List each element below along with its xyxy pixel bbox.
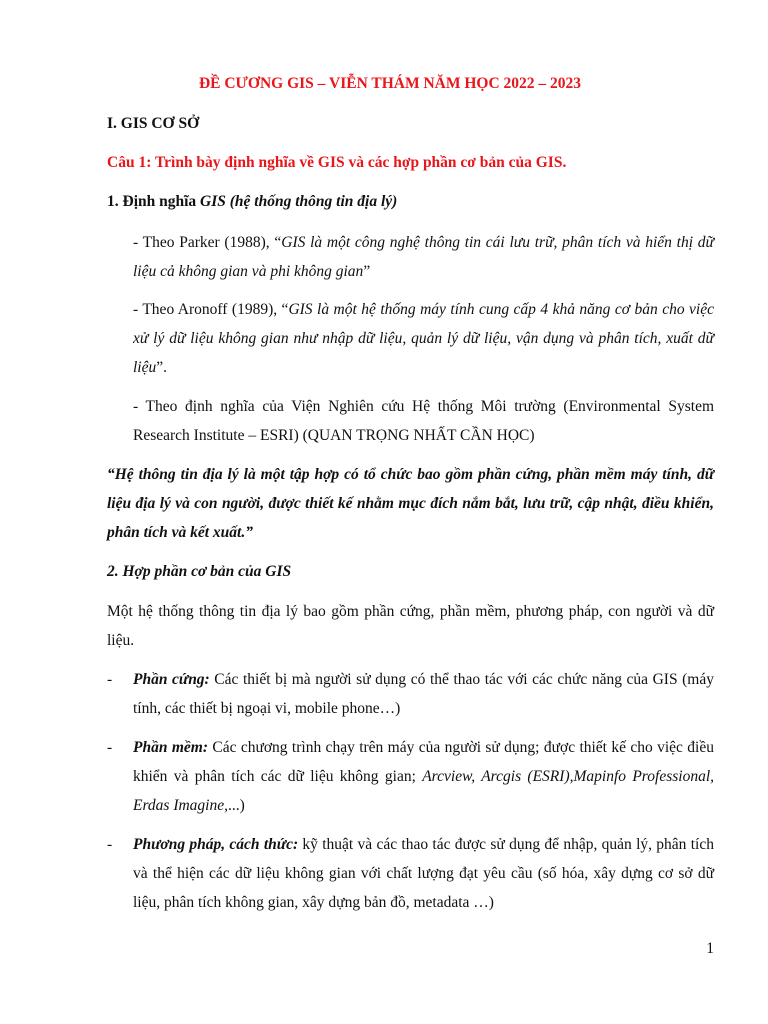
bullet-text: Các chương trình chạy trên máy của người sử dụng; được thiết kế cho việc điều khiển và phân tích các dữ liệu không gian; [133, 739, 714, 785]
bullet-hardware [133, 665, 714, 723]
question-heading: Câu 1: Trình bày định nghĩa về GIS và các hợp phần cơ bản của GIS. [107, 154, 567, 171]
definition-heading-italic: GIS (hệ thống thông tin địa lý) [200, 193, 398, 210]
bullet-term: Phần mềm: [133, 739, 208, 756]
document-title: ĐỀ CƯƠNG GIS – VIỄN THÁM NĂM HỌC 2022 – 2023 [198, 75, 582, 92]
components-intro: Một hệ thống thông tin địa lý bao gồm phần cứng, phần mềm, phương pháp, con người và dữ liệu. [107, 603, 714, 649]
bullet-dash: - [107, 671, 113, 688]
definition-heading [107, 187, 714, 216]
components-heading: 2. Hợp phần cơ bản của GIS [107, 563, 292, 580]
aronoff-prefix: - Theo Aronoff (1989), “ [133, 301, 289, 318]
esri-quote: “Hệ thông tin địa lý là một tập hợp có tổ chức bao gồm phần cứng, phần mềm máy tính, dữ liệu địa lý và con người, được thiết kế nhằm mục đích nắm bắt, lưu trữ, cập nhật, điều khiển, phân tích và kết xuất.” [107, 466, 714, 541]
bullet-term: Phương pháp, cách thức: [133, 836, 299, 853]
aronoff-definition [133, 295, 714, 382]
esri-definition: - Theo định nghĩa của Viện Nghiên cứu Hệ thống Môi trường (Environmental System Research Institute – ESRI) (QUAN TRỌNG NHẤT CẦN HỌC) [133, 398, 714, 444]
bullet-text: Các thiết bị mà người sử dụng có thể thao tác với các chức năng của GIS (máy tính, các thiết bị ngoại vi, mobile phone…) [133, 671, 714, 717]
definition-heading-prefix: 1. Định nghĩa [107, 193, 201, 210]
section-heading: I. GIS CƠ SỞ [107, 115, 200, 132]
software-examples: Arcview, Arcgis (ESRI),Mapinfo Professional, Erdas Imagine, [133, 768, 714, 814]
bullet-dash: - [107, 836, 113, 853]
bullet-term: Phần cứng: [133, 671, 210, 688]
bullet-dash: - [107, 739, 113, 756]
parker-prefix: - Theo Parker (1988), “ [133, 234, 282, 251]
parker-suffix: ” [363, 263, 371, 280]
page-number: 1 [706, 940, 714, 957]
bullet-text: kỹ thuật và các thao tác được sử dụng để nhập, quản lý, phân tích và thể hiện các dữ liệu không gian với chất lượng đạt yêu cầu (số hóa, xây dựng cơ sở dữ liệu, phân tích không gian, xây dựng bản đồ, metadata …) [133, 836, 714, 911]
parker-definition [133, 228, 714, 286]
bullet-end: ...) [228, 797, 245, 814]
aronoff-suffix: ”. [156, 359, 168, 376]
bullet-software [133, 733, 714, 820]
bullet-methods [133, 830, 714, 917]
aronoff-quote: GIS là một hệ thống máy tính cung cấp 4 khả năng cơ bản cho việc xử lý dữ liệu không gian như nhập dữ liệu, quản lý dữ liệu, vận dụng và phân tích, xuất dữ liệu [133, 301, 714, 376]
parker-quote: GIS là một công nghệ thông tin cái lưu trữ, phân tích và hiển thị dữ liệu cả không gian và phi không gian [133, 234, 714, 280]
